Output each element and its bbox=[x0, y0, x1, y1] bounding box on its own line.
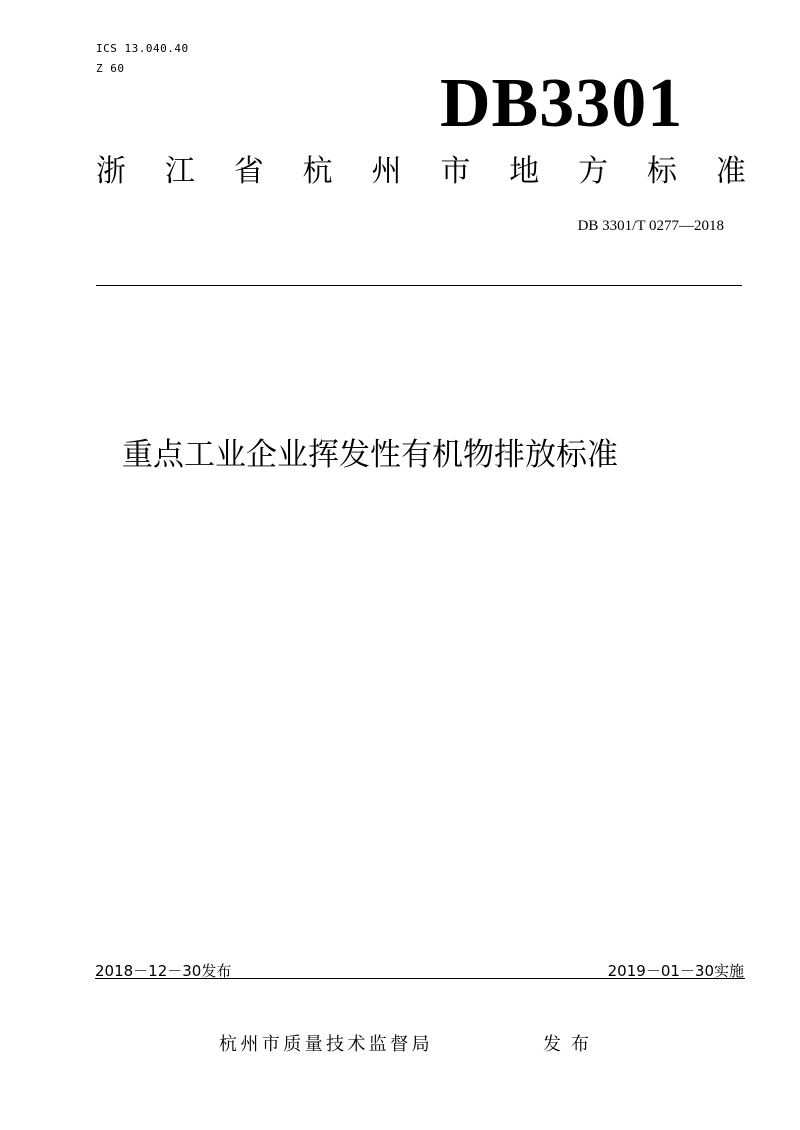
publisher-name: 杭州市质量技术监督局 bbox=[219, 1034, 433, 1055]
document-title: 重点工业企业挥发性有机物排放标准 bbox=[122, 437, 618, 473]
header-divider bbox=[96, 285, 742, 286]
standard-type-char: 江 bbox=[164, 154, 195, 189]
publish-label: 发布 bbox=[543, 1034, 599, 1055]
standard-type-char: 州 bbox=[371, 154, 402, 189]
standard-type-char: 准 bbox=[715, 154, 746, 189]
standard-type-char: 标 bbox=[647, 154, 677, 189]
db-code-heading: DB3301 bbox=[440, 65, 684, 142]
standard-type-char: 浙 bbox=[96, 154, 126, 189]
standard-number: DB 3301/T 0277—2018 bbox=[577, 218, 724, 234]
standard-type-char: 省 bbox=[233, 154, 264, 189]
standard-type-char: 方 bbox=[578, 154, 609, 189]
standard-type-heading bbox=[96, 152, 746, 192]
ics-code: ICS 13.040.40 bbox=[96, 42, 189, 55]
standard-type-char: 杭 bbox=[302, 154, 333, 189]
issue-date: 2018－12－30发布 bbox=[95, 962, 232, 980]
ccs-code: Z 60 bbox=[96, 62, 125, 75]
footer-divider bbox=[95, 978, 745, 979]
standard-type-char: 地 bbox=[509, 154, 540, 189]
implementation-date: 2019－01－30实施 bbox=[607, 962, 744, 980]
standard-type-char: 市 bbox=[440, 154, 471, 189]
